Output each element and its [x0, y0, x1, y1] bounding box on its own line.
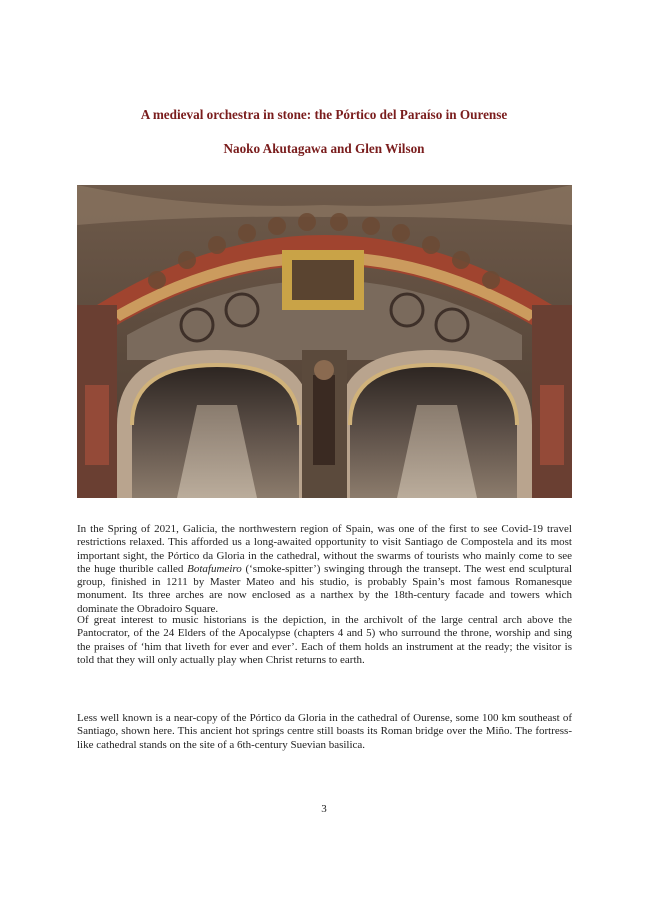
document-title: A medieval orchestra in stone: the Pórtico del Paraíso in Ourense [140, 107, 508, 122]
paragraph-1-after: (‘smoke-spitter’) swinging through the transept. The west end sculptural group, finished in 1211 by Master Mateo and his studio, is probably Spain’s most famous Romanesque monument. Its three arches are now enclosed as a narthex by the 18th-century facade and towers which dominate the Obradoiro Square. [77, 562, 573, 615]
paragraph-1-emphasis: Botafumeiro [187, 562, 242, 575]
paragraph-3: Less well known is a near-copy of the Pórtico da Gloria in the cathedral of Ourense, some 100 km southeast of Santiago, shown here. This ancient hot springs centre still boasts its Roman bridge over the Miño. The fortress-like cathedral stands on the site of a 6th-century Suevian basilica. [77, 712, 572, 751]
portico-illustration [77, 185, 572, 498]
page-number: 3 [321, 803, 327, 815]
paragraph-1-before: In the Spring of 2021, Galicia, the northwestern region of Spain, was one of the first to see Covid-19 travel restrictions relaxed. This afforded us a long-awaited opportunity to visit Santiago de Compostela and its most important sight, the Pórtico da Gloria in the cathedral, without the swarms of tourists who mainly come to see the huge thurible called [77, 523, 572, 575]
cathedral-portico-photo [77, 185, 572, 498]
document-authors: Naoko Akutagawa and Glen Wilson [223, 141, 425, 156]
paragraph-1 [77, 523, 572, 616]
paragraph-2: Of great interest to music historians is the depiction, in the archivolt of the large central arch above the Pantocrator, of the 24 Elders of the Apocalypse (chapters 4 and 5) who surround the throne, worship and sing the praises of ‘him that liveth for ever and ever’. Each of them holds an instrument at the ready; the visitor is told that they will only actually play when Christ returns to earth. [77, 614, 572, 666]
